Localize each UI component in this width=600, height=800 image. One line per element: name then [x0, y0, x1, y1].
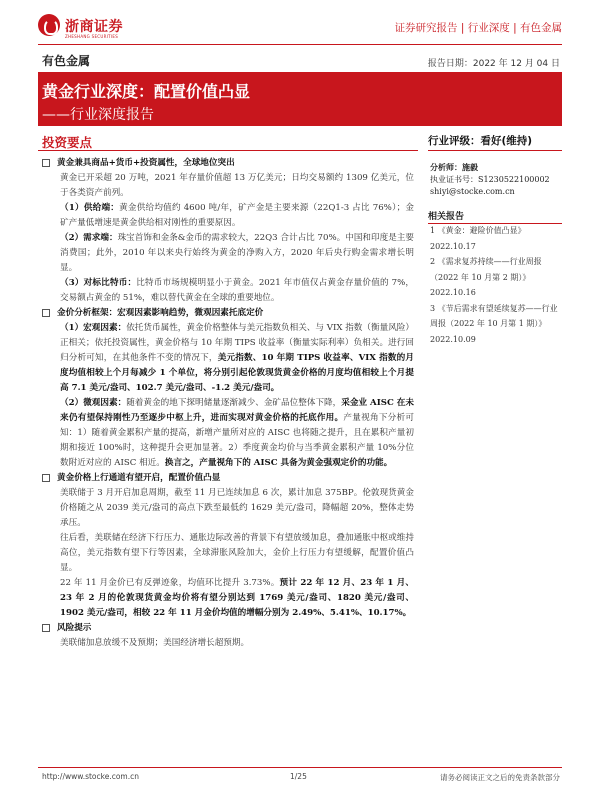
header-tags: 证券研究报告 | 行业深度 | 有色金属: [394, 22, 562, 34]
logo-name-en: ZHESHANG SECURITIES: [65, 34, 119, 39]
section-divider: [38, 150, 418, 151]
page-number: 1/25: [290, 772, 307, 781]
bullet-item: [42, 156, 414, 171]
company-logo: [38, 14, 148, 44]
header-divider: [38, 44, 562, 45]
analyst-name-row: 分析师：施毅: [430, 162, 478, 172]
paragraph: 黄金已开采超 20 万吨，2021 年存量价值超 13 万亿美元；日均交易额约 1309 亿美元，位于各类资产前列。: [60, 173, 414, 198]
disclaimer-note: 请务必阅读正文之后的免责条款部分: [440, 773, 560, 782]
related-reports-list: [430, 223, 562, 347]
paragraph: 22 年 11 月金价已有反弹迹象，均值环比提升 3.73%。预计 22 年 12 月、23 年 1 月、23 年 2 月的伦敦现货黄金均价将有望分别达到 1769 美元/盎司、1820 美元/盎司、1902 美元/盎司，相较 22 年 11 月金价均值的增幅分别为 2.49%、5.41%、10.17%。: [60, 578, 414, 618]
bullet-title: 黄金价格上行通道有望开启，配置价值凸显: [57, 473, 221, 483]
report-title: 黄金行业深度：配置价值凸显: [42, 82, 251, 101]
related-report-item[interactable]: 1 《黄金：避险价值凸显》 2022.10.17: [430, 226, 526, 251]
related-reports-title: 相关报告: [428, 212, 465, 222]
checkbox-square-icon: [42, 309, 50, 317]
checkbox-square-icon: [42, 474, 50, 482]
footer-divider: [38, 767, 562, 768]
bullet-item: [42, 621, 414, 636]
related-report-item[interactable]: 2 《需求复苏持续——行业周报（2022 年 10 月第 2 期）》 2022.10.16: [430, 257, 542, 297]
paragraph: （2）微观因素：随着黄金的地下探明储量逐渐减少、金矿品位整体下降，采金业 AISC 在未来仍有望保持刚性乃至逐步中枢上升，进而实现对黄金价格的托底作用。产量视角下分析可知：1）随着黄金累积产量的提高，新增产量所对应的 AISC 也将随之提升，且在累积产量初期和接近 100%时，这种提升会更加显著。2）季度黄金均价与当季黄金累积产量 10%分位数附近对应的 AISC 相近。换言之，产量视角下的 AISC 具备为黄金强观定价的功能。: [60, 398, 414, 468]
bullet-item: [42, 471, 414, 486]
report-subtitle: ——行业深度报告: [42, 107, 154, 123]
paragraph: 往后看，美联储在经济下行压力、通胀边际改善的背景下有望放缓加息，叠加通胀中枢或维持高位，美元指数有望下行等因素，全球滞胀风险加大，金价上行压力有望缓解，配置价值凸显。: [60, 533, 414, 573]
related-report-item[interactable]: 3 《节后需求有望延续复苏——行业周报（2022 年 10 月第 1 期）》 2022.10.09: [430, 303, 558, 344]
checkbox-square-icon: [42, 624, 50, 632]
analyst-info: [430, 161, 560, 198]
paragraph: （1）宏观因素：依托货币属性，黄金价格整体与美元指数负相关、与 VIX 指数（衡量风险）正相关；依托投资属性，黄金价格与 10 年期 TIPS 收益率（衡量实际利率）负相关。进行回归分析可知，在其他条件不变的情况下，美元指数、10 年期 TIPS 收益率、VIX 指数的月度均值相较上个月每减少 1 个单位，将分别引起伦敦现货黄金价格的月度均值相较上个月提高 7.1 美元/盎司、102.7 美元/盎司、-1.2 美元/盎司。: [60, 323, 415, 393]
analyst-email[interactable]: shiyi@stocke.com.cn: [430, 187, 515, 196]
checkbox-square-icon: [42, 159, 50, 167]
paragraph: （1）供给端：黄金供给均值约 4600 吨/年，矿产金是主要来源（22Q1-3 占比 76%）；金矿产量低增速是黄金供给相对刚性的重要原因。: [60, 203, 414, 228]
logo-name-cn: 浙商证券: [65, 19, 123, 35]
analyst-cert-row: 执业证书号：S1230522100002: [430, 175, 550, 184]
footer-url[interactable]: http://www.stocke.com.cn: [42, 772, 139, 781]
investment-highlights: [42, 153, 414, 651]
bullet-title: 黄金兼具商品+货币+投资属性，全球地位突出: [57, 158, 235, 168]
bullet-title: 风险提示: [57, 623, 92, 633]
bullet-item: [42, 306, 414, 321]
bullet-title: 金价分析框架：宏观因素影响趋势，微观因素托底定价: [57, 308, 264, 318]
rating-divider: [428, 150, 562, 151]
industry-rating: 行业评级：看好(维持): [428, 135, 533, 147]
paragraph: （2）需求端：珠宝首饰和金条&金币的需求较大，22Q3 合计占比 70%。中国和印度是主要消费国；此外，2010 年以来央行始终为黄金的净购入方，2020 年后央行购金需求增长明显。: [60, 233, 414, 273]
paragraph: （3）对标比特币：比特币市场规模明显小于黄金。2021 年市值仅占黄金存量价值的 7%，交易额占黄金的 51%，难以替代黄金在全球的重要地位。: [60, 278, 415, 303]
paragraph: 美联储于 3 月开启加息周期，截至 11 月已连续加息 6 次，累计加息 375BP。伦敦现货黄金价格随之从 2039 美元/盎司的高点下跌至最低约 1629 美元/盎司，降幅超 20%，整体走势承压。: [60, 488, 414, 528]
report-date: 报告日期：2022 年 12 月 04 日: [427, 59, 560, 69]
logo-mark-icon: [38, 14, 60, 36]
section-title: 投资要点: [42, 135, 93, 150]
paragraph: 美联储加息放缓不及预期；美国经济增长超预期。: [60, 638, 250, 648]
sector-label: 有色金属: [42, 54, 91, 68]
